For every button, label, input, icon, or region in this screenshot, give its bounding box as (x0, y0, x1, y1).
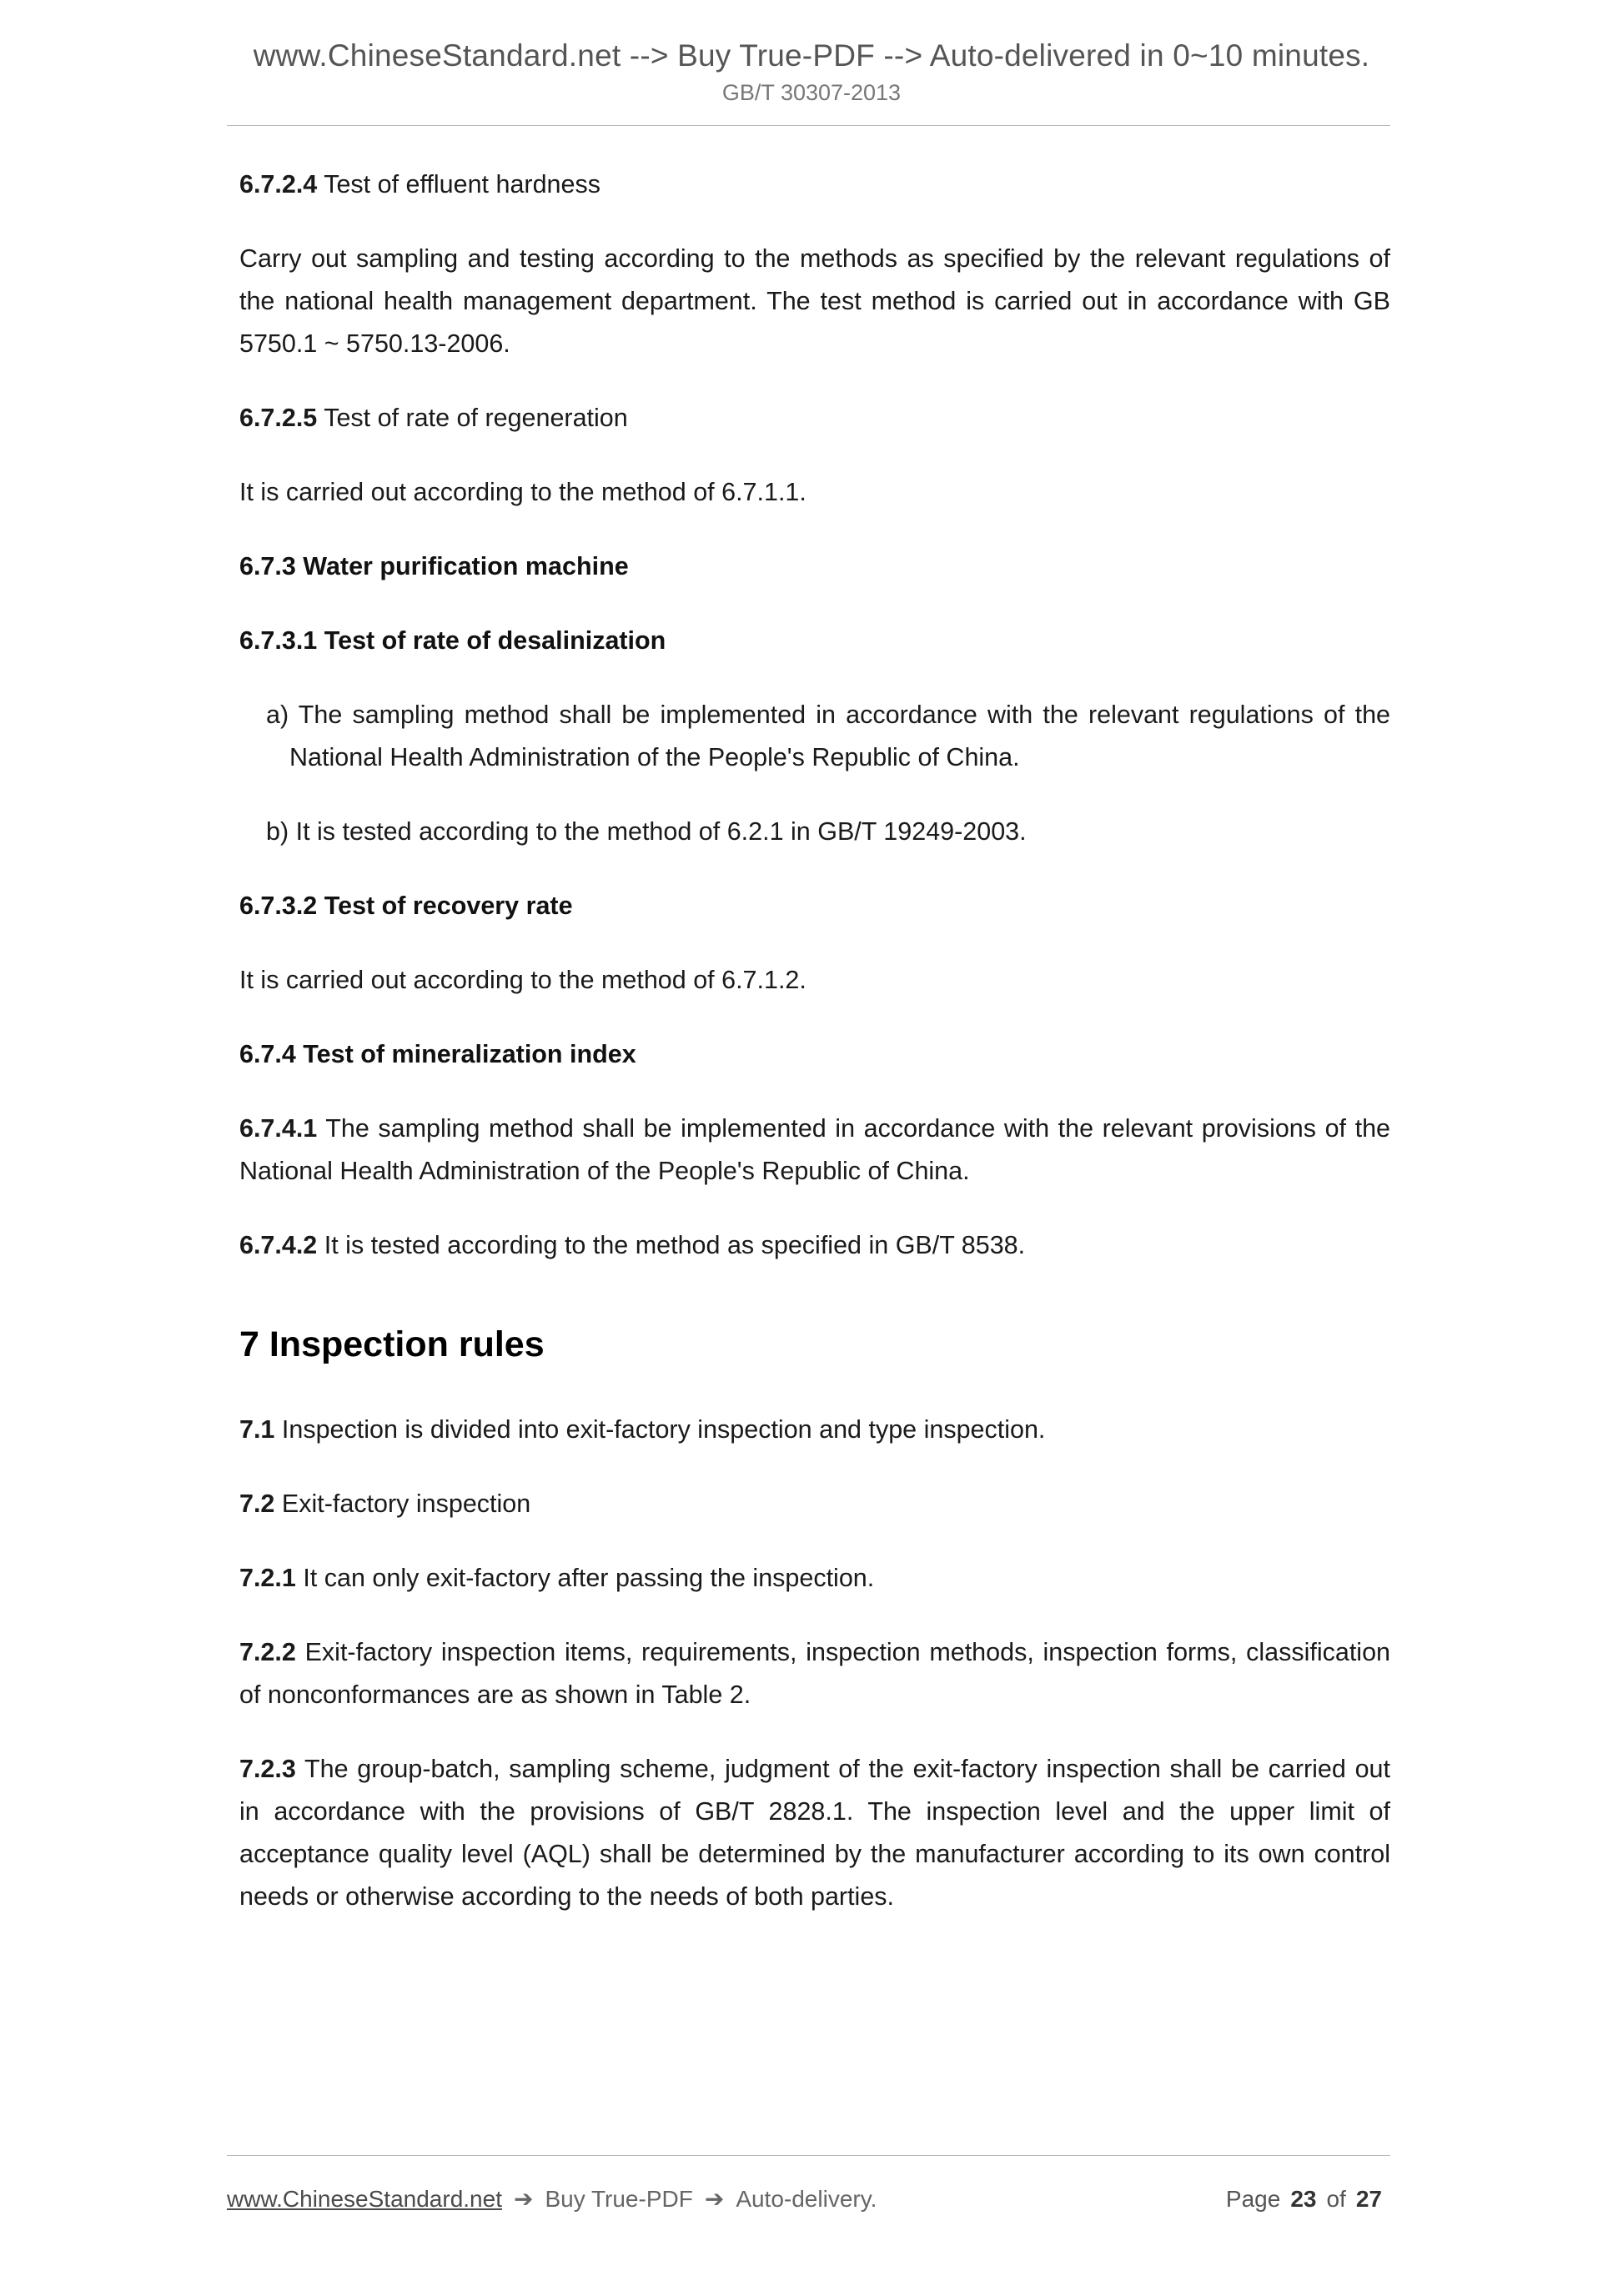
clause-text: The sampling method shall be implemented in accordance with the relevant provisions of the National Health Administration of the People's Republic of China. (239, 1114, 1390, 1185)
heading-6-7-3-2: 6.7.3.2 Test of recovery rate (239, 892, 573, 920)
clause-text: It can only exit-factory after passing the inspection. (295, 1564, 875, 1592)
paragraph-7-2-1 (239, 1557, 1390, 1600)
footer-links (227, 2185, 877, 2213)
clause-text: It is tested according to the method as specified in GB/T 8538. (317, 1231, 1026, 1259)
list-item: b) It is tested according to the method of 6.2.1 in GB/T 19249-2003. (266, 817, 1027, 846)
footer-site-link[interactable]: www.ChineseStandard.net (227, 2186, 502, 2212)
footer-divider (227, 2155, 1390, 2156)
section-heading-7: 7 Inspection rules (239, 1324, 545, 1364)
clause-number: 7.2.2 (239, 1638, 296, 1666)
paragraph-7-2 (239, 1483, 1390, 1525)
paragraph-7-1 (239, 1409, 1390, 1451)
clause-text: Test of rate of regeneration (317, 404, 628, 432)
footer-delivery-label: Auto-delivery. (736, 2186, 877, 2212)
clause-number: 6.7.2.4 (239, 170, 318, 198)
arrow-right-icon: ➔ (704, 2186, 725, 2212)
promo-banner: www.ChineseStandard.net --> Buy True-PDF --> Auto-delivered in 0~10 minutes. (253, 38, 1370, 73)
clause-number: 7.1 (239, 1415, 275, 1444)
clause-number: 6.7.4.1 (239, 1114, 318, 1143)
standard-code: GB/T 30307-2013 (721, 80, 902, 105)
heading-6-7-4: 6.7.4 Test of mineralization index (239, 1040, 636, 1068)
paragraph-6-7-2-4: Carry out sampling and testing according to the methods as specified by the relevant regulations of the national health management department. The test method is carried out in accordance with GB 5750.1 ~ 5750.13-2006. (239, 244, 1390, 358)
clause-6-7-2-4-heading (239, 163, 1390, 206)
footer-buy-label: Buy True-PDF (545, 2186, 693, 2212)
clause-number: 7.2.3 (239, 1755, 296, 1783)
clause-text: Test of effluent hardness (317, 170, 600, 198)
clause-text: The group-batch, sampling scheme, judgment of the exit-factory inspection shall be carried out in accordance with the provisions of GB/T 2828.1. The inspection level and the upper limit of acceptance quality level (AQL) shall be determined by the manufacturer according to its own control needs or otherwise according to the needs of both parties. (239, 1755, 1390, 1911)
paragraph-6-7-4-2 (239, 1224, 1390, 1267)
page-total: 27 (1355, 2186, 1382, 2212)
paragraph-7-2-3 (239, 1748, 1390, 1918)
clause-text: Inspection is divided into exit-factory inspection and type inspection. (274, 1415, 1046, 1444)
paragraph-6-7-2-5: It is carried out according to the method of 6.7.1.1. (239, 478, 806, 506)
clause-number: 6.7.2.5 (239, 404, 318, 432)
page-footer (227, 2185, 1390, 2213)
clause-text: Exit-factory inspection (274, 1490, 531, 1518)
clause-text: Exit-factory inspection items, requirements, inspection methods, inspection forms, classification of nonconformances are as shown in Table 2. (239, 1638, 1390, 1709)
page-label: Page (1225, 2186, 1281, 2212)
list-item: a) The sampling method shall be implemented in accordance with the relevant regulations of the National Health Administration of the People's Republic of China. (266, 701, 1390, 771)
heading-6-7-3-1: 6.7.3.1 Test of rate of desalinization (239, 626, 666, 655)
header-divider (227, 125, 1390, 126)
clause-number: 7.2 (239, 1490, 275, 1518)
of-label: of (1326, 2186, 1346, 2212)
heading-6-7-3: 6.7.3 Water purification machine (239, 552, 629, 580)
page-indicator (1226, 2186, 1390, 2213)
page-number: 23 (1290, 2186, 1317, 2212)
paragraph-6-7-4-1 (239, 1108, 1390, 1193)
document-body (239, 163, 1390, 1950)
paragraph-7-2-2 (239, 1631, 1390, 1716)
arrow-right-icon: ➔ (513, 2186, 534, 2212)
clause-number: 6.7.4.2 (239, 1231, 318, 1259)
clause-6-7-2-5-heading (239, 397, 1390, 440)
paragraph-6-7-3-2: It is carried out according to the method of 6.7.1.2. (239, 966, 806, 994)
clause-number: 7.2.1 (239, 1564, 296, 1592)
